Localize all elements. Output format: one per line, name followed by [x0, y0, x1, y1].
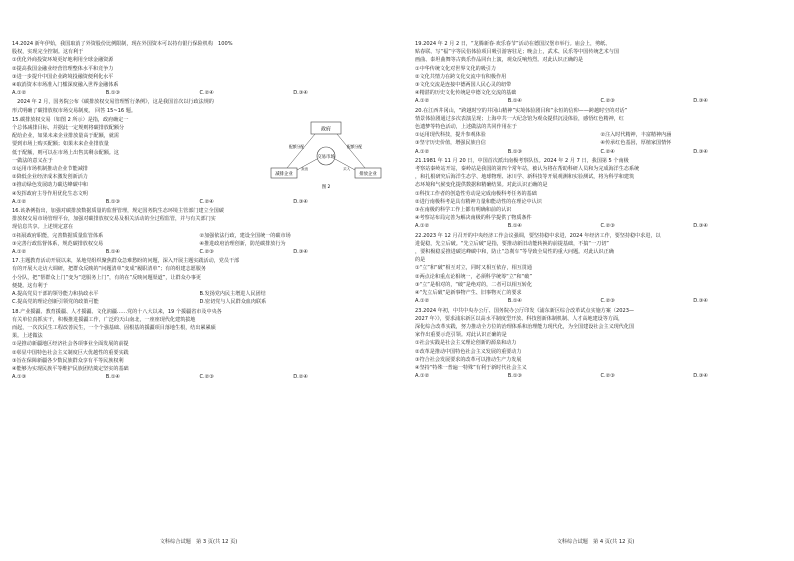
option-row	[12, 298, 387, 306]
option-c: C.②③	[199, 249, 214, 256]
option-b: B.①④	[507, 98, 522, 105]
option-c: C.②③	[600, 98, 615, 105]
question-16	[12, 207, 387, 256]
answer-item: ③在南极的科学工作上都有明确和前的认识	[415, 207, 512, 214]
question-21	[415, 157, 786, 231]
item-row	[12, 232, 387, 240]
answer-item: ②加强依法行政，建设全国统一的碳市场	[199, 232, 291, 239]
option-a: A.①②	[415, 298, 430, 305]
option-d: D.③④	[693, 298, 708, 305]
question-stem: ，要积极稳妥推进碳达峰碳中和，防止“急刹车”等导致全局性的重大问题。对此认识正确	[415, 249, 614, 256]
question-stem: 画曲、泰坦曲舞等古典乐作品同台上演，观众反响热烈。对此认识正确的是	[415, 57, 584, 64]
option-d: D.③④	[693, 98, 708, 105]
intro-line: 形式明确了碳排放权市场交易制度。 回答 15~16 题。	[12, 107, 136, 114]
option-row	[415, 372, 786, 380]
option-row	[12, 248, 387, 256]
question-stem: 23.2024 年初，中共中央办公厅、国务院办公厅印发《浦东新区综合改革试点实施方案（2023—	[415, 307, 635, 314]
option-b: B.发扬党内民主增进人民团结	[199, 291, 266, 298]
option-c: C.②③	[600, 373, 615, 380]
fig-caption: 图 2	[321, 184, 331, 190]
question-stem: 而起，一次次民生工程改善民生，一个个强基础、固根基的援疆项目落地生根，结出累累硕	[12, 324, 216, 331]
question-stem: 有关单位真抓实干，积极推进援疆工作，广泛的天山南北，一座座现代化建筑拔地	[12, 316, 196, 323]
fig-allocate-left: 配额分配	[289, 143, 305, 149]
question-stem: 现信息共享。上述规定意在	[12, 224, 74, 231]
option-a: A.①③	[12, 374, 27, 381]
option-d: D.③④	[293, 249, 308, 256]
answer-item: ①运用市场机制推动企业节能减排	[12, 166, 88, 173]
answer-item: ④“先立后破”是新事物产生、旧事物灭亡的要求	[415, 290, 522, 297]
answer-item: ④考察站布局完善为解决南极的科学提供了物质条件	[415, 215, 532, 222]
option-b: B.①③	[507, 148, 522, 155]
question-stem: 的是	[415, 257, 426, 264]
option-d: D.③④	[293, 90, 308, 97]
fig-government: 政府	[320, 126, 332, 133]
question-stem: 17.主题教育活动开展以来，某地党组织聚焦群众急难愁盼的问题，深入开展主题实践活动，党员干部	[12, 258, 240, 265]
option-b: B.①③	[105, 198, 120, 205]
question-stem: 要到市场上购买配额；如果未来企业排放量	[12, 141, 109, 148]
question-18	[12, 308, 387, 382]
question-stem: 16.该条例指出，加强对碳排放数据质量的监督管理，规定国务院生态环境主管部门建立全国碳	[12, 208, 224, 215]
question-stem: 家作出重要示范引领。对此认识正确的是	[415, 332, 507, 339]
answer-item: ②彰显中国特色社会主义制度巨大优越性的重要实践	[12, 349, 129, 356]
question-23	[415, 307, 786, 381]
item-row	[415, 131, 786, 139]
question-stem: 排放权交易市场管理平台，加强对碳排放权交易及相关活动的全过程监管，并与有关部门实	[12, 216, 216, 223]
answer-item: ②文化共情力在跨文化交流中有积极作用	[415, 73, 507, 80]
answer-item: ①运用现代科技，提升参观体验	[415, 132, 486, 139]
question-stem: 19.2024 年 2 月 2 日，“龙腾新春·欢乐春节”活动在德国汉堡市举行。庙会上，剪纸、	[415, 41, 611, 47]
fig-sell: 卖出	[301, 166, 309, 171]
answer-item: ④精湛的历史文化传统是中德文化交流的基础	[415, 90, 517, 97]
option-c: C.②④	[199, 90, 214, 97]
option-row	[12, 290, 387, 298]
answer-item: ④坚持“特殊一普遍一特殊”有利于新时代社会主义	[415, 364, 527, 371]
answer-item: ②提高我国金融业经营管理整体水平和竞争力	[12, 65, 114, 72]
question-stem: 进促稳，先立后破。“先立后破”是指，要推动新旧动能转换的前提基础，不搞“一刀切”	[415, 240, 609, 247]
question-stem: 18.产业援疆、教育援疆、人才援疆、文化润疆……党的十八大以来，19 个援疆省市及中央各	[12, 308, 222, 315]
option-a: A.①②	[12, 198, 27, 205]
option-c: C.②③	[600, 223, 615, 230]
question-stem: 低于配额，则可以在市场上出售其剩余配额。这	[12, 149, 119, 156]
question-stem: 15.碳排放权交易（如图 2 所示）是指，政府确定一	[12, 116, 129, 123]
item-row	[415, 139, 786, 147]
answer-item: ④传承红色基因，厚植家国情怀	[600, 140, 672, 147]
option-row	[415, 148, 786, 156]
fig-emit-firm: 排放企业	[359, 171, 377, 177]
option-d: D.②④	[293, 374, 308, 381]
answer-item: ①优化外商投资环境更好地利用全球金融资源	[12, 57, 114, 64]
answer-item: ①中华传统文化对世界文化的吸引力	[415, 65, 496, 72]
question-stem: 有的开展大走访大调研，把群众反映的“问题清单”变成“履职清单”；有的组建志愿服务	[12, 266, 206, 273]
option-a: A.①②	[415, 148, 430, 155]
option-row	[415, 97, 786, 105]
option-c: C.②④	[199, 198, 214, 205]
item-row	[12, 240, 387, 248]
question-stem: 14.2024 新年伊始，我国取消了外资股份比例限制，现在外国资本可以持有银行保险机构 100%	[12, 41, 233, 47]
question-stem: 深化综合改革实践，努力推动全方位的治理体系和治理能力现代化，为全国建设社会主义现代化国	[415, 323, 635, 330]
answer-item: ④能够为实现民族平等维护民族团结奠定坚实的基础	[12, 365, 129, 372]
question-20	[415, 107, 786, 156]
option-a: A.提高党员干部的领导能力和执政水平	[12, 291, 99, 298]
question-stem: 色遗梦等特色活动，上述做法的共同作用在于	[415, 124, 517, 131]
option-d: D.③④	[293, 198, 308, 205]
option-b: B.①③	[507, 373, 522, 380]
answer-item: ①社会实践是社会主义理论创新的源泉和动力	[415, 340, 517, 347]
fig-allocate-right: 配额分配	[347, 143, 363, 149]
option-row	[12, 373, 387, 381]
material-intro	[12, 98, 387, 114]
answer-item: ①是推动新疆地区经济社会各项事业全面发展的前提	[12, 341, 129, 348]
question-stem: 一做法的意义在于	[12, 157, 53, 164]
option-d: D.③④	[693, 373, 708, 380]
option-b: B.①④	[105, 374, 120, 381]
option-b: B.①④	[105, 249, 120, 256]
option-c: C.提高党的理论创新引领党的政策可能	[12, 299, 99, 306]
answer-item: ②改革是推动中国特色社会主义发展的重要动力	[415, 348, 522, 355]
option-row	[12, 89, 387, 97]
question-17	[12, 257, 387, 306]
answer-item: ③进一步提升中国企业跨境投融资便利化水平	[12, 73, 114, 80]
option-row	[415, 297, 786, 305]
page-footer: 文科综合试题 第 3 页(共 12 页)	[159, 539, 238, 545]
option-a: A.①②	[415, 98, 430, 105]
answer-item: ②两点论和重点论相统一，必须科学统筹“立”和“破”	[415, 273, 532, 280]
option-c: C.②③	[199, 374, 214, 381]
answer-item: ②进行南极科考是具有精神力量和能动性的在理论中认识	[415, 198, 542, 205]
question-14	[12, 40, 387, 97]
page-footer: 文科综合试题 第 4 页(共 12 页)	[556, 539, 635, 545]
question-22	[415, 232, 786, 306]
question-stem: 态环境和气候变化提供数据和精确结果。对此认识正确的是	[415, 182, 548, 189]
carbon-trading-figure	[267, 118, 385, 192]
fig-reduce-firm: 减排企业	[275, 171, 293, 177]
question-15	[12, 116, 387, 206]
answer-item: ③坚守历史价值，增强民族自信	[415, 140, 486, 147]
answer-item: ③推动绿色发展助力碳达峰碳中和	[12, 182, 88, 189]
question-stem: 个总体减排目标，并据此一定规则将碳排放配额分	[12, 125, 125, 132]
question-stem: 股权，实现完全控制。这有利于	[12, 49, 84, 56]
answer-item: ①“立”和“破”相互对立，同时又相互依存，相互贯通	[415, 265, 532, 272]
option-b: B.①④	[507, 223, 522, 230]
answer-item: ④取消资本市场准入门槛深度融入世界金融体系	[12, 82, 119, 89]
option-b: B.①④	[507, 298, 522, 305]
answer-item: ④推进政府治理创新，防范碳排放行为	[199, 240, 286, 247]
question-19	[415, 40, 786, 106]
fig-market: 交易市场	[317, 154, 335, 160]
option-b: B.①③	[105, 90, 120, 97]
question-stem: 情景体验剧通过多次表演呈现；上海中共一大纪念馆为观众提供沉浸体验，感悟红色精神，红	[415, 115, 624, 122]
answer-item: ③符合社会发展要求的改革可以推动生产力发展	[415, 356, 522, 363]
option-a: A.①②	[12, 249, 27, 256]
intro-line: 2024 年 2 月，国务院公布《碳排放权交易管理暂行条例》，这是我国首次以行政法规的	[12, 99, 214, 106]
answer-item: ②注入时代精神，丰富精神内涵	[600, 132, 672, 139]
question-stem: 便捷。这有利于	[12, 282, 48, 289]
question-stem: 21.1981 年 11 月 20 日，中国首次派出南极考察队伍。2024 年 2 月 7 日，我国第 5 个南极	[415, 157, 629, 164]
option-c: C.②④	[600, 148, 615, 155]
option-c: C.②③	[600, 298, 615, 305]
option-a: A.①②	[415, 223, 430, 230]
answer-item: ①拓展政府职能，完善数据质量监管体系	[12, 232, 104, 239]
answer-item: ③完善行政监督体系，规范碳排放权交易	[12, 240, 104, 247]
question-stem: 贴春联、写“福”字等民俗体验项目吸引游客驻足；晚会上，武术、民乐等中国传统艺术与国	[415, 49, 619, 56]
answer-item: ③“立”是相对的，“破”是绝对的，二者可以相互转化	[415, 281, 532, 288]
answer-item: ④发挥政府主导作用优化生态文明	[12, 190, 88, 197]
answer-item: ①科技工作者的创造性劳动是完成南极科考任务的基础	[415, 190, 537, 197]
option-d: D.密切党与人民群众血肉联系	[199, 299, 267, 306]
option-a: A.①②	[12, 90, 27, 97]
option-row	[12, 198, 387, 206]
right-page	[397, 0, 794, 561]
question-stem: 考察站秦岭站开站，秦岭站是我国的第四个常年站，被认为将在帮助科研人员和为完成海洋生态系统	[415, 166, 640, 173]
option-d: D.③④	[693, 148, 708, 155]
answer-item: ③旨在保障新疆各少数民族群众享有平等民族权利	[12, 357, 124, 364]
fig-buy: 买入	[343, 166, 351, 171]
option-row	[415, 222, 786, 230]
question-stem: 22.2023 年 12 月召开的中央经济工作会议强调，要坚持稳中求进，2024 年经济工作，要坚持稳中求进，以	[415, 232, 661, 239]
question-stem: 小分队，把“帮群众上门”变为“送服务上门”，有的在“反映问题渠道”，让群众办事更	[12, 274, 202, 281]
question-stem: 果。上述做法	[12, 333, 43, 340]
option-d: D.③④	[693, 223, 708, 230]
option-a: A.①②	[415, 373, 430, 380]
answer-item: ②降低企业经济成本激发创新活力	[12, 174, 88, 181]
question-stem: 20.在江西井冈山，“跨越时空的井冈山精神”实境体验剧目和“永恒的信仰——跨越时空的对话”	[415, 107, 628, 114]
question-stem: ，和扎根研究后海洋生态学、地球物理、冰川学、新科技等开展观测和实验测试，将为科学和建筑	[415, 174, 635, 181]
answer-item: ③文化交流是连接中德两国人民心灵的纽带	[415, 82, 512, 89]
question-stem: 2027 年）》，要求浦东新区以高水平制度型开放、科技创新体制机制、人才高地建设等方面，	[415, 315, 624, 322]
question-stem: 配给企业，如果未来企业排放量高于配额，就需	[12, 133, 119, 140]
